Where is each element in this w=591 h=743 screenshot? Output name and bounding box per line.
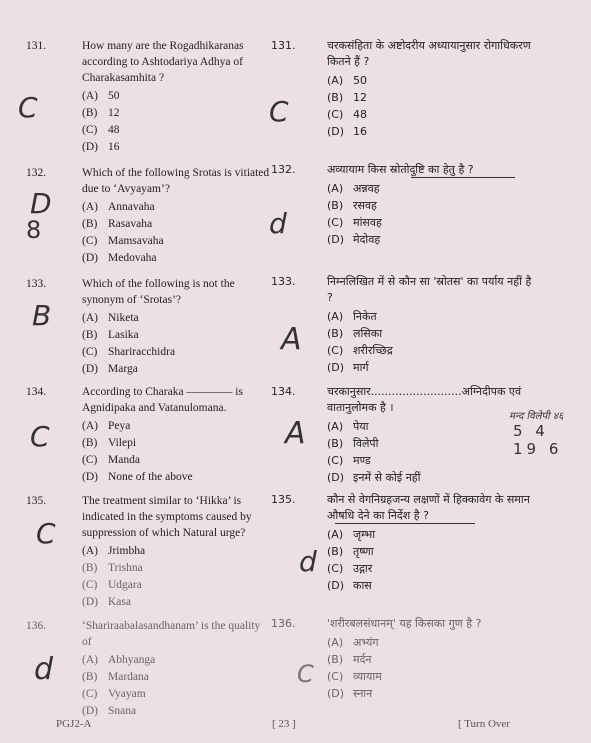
question-136-hi: 136. 'शरीरबलसंधानम्' यह किसका गुण है ? (A) अभ्यंग (B) मर्दन (C) व्यायाम (D) स्नान (299, 616, 535, 702)
option-c[interactable]: (C) शरीरच्छिद्र (327, 344, 393, 357)
option-c[interactable]: (C) Vyayam (82, 688, 146, 700)
option-b[interactable]: (B) मर्दन (327, 653, 372, 666)
option-a[interactable]: (A) जृम्भा (327, 528, 376, 541)
option-a[interactable]: (A) Peya (82, 420, 131, 432)
option-a[interactable]: (A) Jrimbha (82, 545, 146, 557)
handwritten-answer: d (299, 545, 317, 578)
option-b[interactable]: (B) 12 (82, 107, 120, 119)
option-c[interactable]: (C) मण्ड (327, 454, 371, 467)
handwritten-answer: A (281, 322, 302, 357)
option-a[interactable]: (A) निकेत (327, 310, 377, 323)
option-b[interactable]: (B) Lasika (82, 329, 139, 341)
question-135-en: 135. The treatment similar to ‘Hikka’ is indicated in the symptoms caused by suppression of which Natural urge? (A) Jrimbha (B) Trishna (C) Udgara (D) Kasa (54, 493, 272, 611)
option-b[interactable]: (B) Vilepi (82, 437, 137, 449)
option-c[interactable]: (C) Udgara (82, 579, 142, 591)
option-d[interactable]: (D) 16 (327, 125, 367, 138)
handwritten-answer: C (18, 91, 38, 124)
handwritten-underline (335, 523, 475, 524)
option-b[interactable]: (B) Rasavaha (82, 218, 153, 230)
handwritten-answer: B (32, 299, 52, 332)
question-132-hi: 132. अव्यायाम किस स्रोतोदुष्टि का हेतु है ? (A) अन्नवह (B) रसवह (C) मांसवह (D) मेदोवह (299, 162, 535, 248)
handwritten-digits: 5 4 19 6 (513, 422, 563, 458)
option-c[interactable]: (C) Shariracchidra (82, 346, 176, 358)
option-b[interactable]: (B) रसवह (327, 199, 377, 212)
option-d[interactable]: (D) मेदोवह (327, 233, 381, 246)
handwritten-note: मन्द विलेपी ४६ (509, 411, 564, 422)
option-d[interactable]: (D) स्नान (327, 687, 373, 700)
handwritten-answer: d (269, 207, 287, 240)
question-132-en: 132. Which of the following Srotas is vitiated due to ‘Avyayam’? (A) Annavaha (B) Rasavaha (C) Mamsavaha (D) Medovaha (54, 165, 272, 267)
option-c[interactable]: (C) 48 (82, 124, 120, 136)
handwritten-answer: D (30, 187, 52, 220)
turn-over: [ Turn Over (458, 718, 510, 730)
option-d[interactable]: (D) मार्ग (327, 361, 369, 374)
question-134-en: 134. According to Charaka ———— is Agnidipaka and Vatanulomana. (A) Peya (B) Vilepi (C) Manda (D) None of the above (54, 384, 272, 486)
option-a[interactable]: (A) 50 (82, 90, 120, 102)
option-c[interactable]: (C) मांसवह (327, 216, 382, 229)
question-133-en: 133. Which of the following is not the synonym of ‘Srotas’? (A) Niketa (B) Lasika (C) Shariracchidra (D) Marga (54, 276, 272, 378)
option-d[interactable]: (D) Marga (82, 363, 138, 375)
question-134-hi: 134. चरकानुसार..........................अग्निदीपक एवं वातानुलोमक है । (A) पेया (B) विलेपी (C) मण्ड (D) इनमें से कोई नहीं (299, 384, 535, 486)
option-a[interactable]: (A) अन्नवह (327, 182, 380, 195)
handwritten-answer: C (297, 660, 314, 688)
option-b[interactable]: (B) Mardana (82, 671, 149, 683)
question-133-hi: 133. निम्नलिखित में से कौन सा 'स्रोतस' का पर्याय नहीं है ? (A) निकेत (B) लसिका (C) शरीरच्छिद्र (D) मार्ग (299, 274, 535, 376)
handwritten-answer: C (36, 517, 56, 550)
option-a[interactable]: (A) पेया (327, 420, 369, 433)
option-d[interactable]: (D) कास (327, 579, 372, 592)
option-a[interactable]: (A) Niketa (82, 312, 139, 324)
paper-code: PGJ2-A (56, 718, 92, 730)
option-d[interactable]: (D) 16 (82, 141, 120, 153)
option-c[interactable]: (C) Mamsavaha (82, 235, 164, 247)
option-b[interactable]: (B) 12 (327, 91, 367, 104)
question-135-hi: 135. कौन से वेगनिग्रहजन्य लक्षणों में हिक्कावेग के समान औषधि देने का निर्देश है ? (A) जृम्भा (B) तृष्णा (C) उद्गार (D) कास (299, 492, 535, 594)
option-b[interactable]: (B) तृष्णा (327, 545, 374, 558)
option-d[interactable]: (D) Kasa (82, 596, 131, 608)
option-d[interactable]: (D) इनमें से कोई नहीं (327, 471, 421, 484)
option-c[interactable]: (C) Manda (82, 454, 140, 466)
handwritten-answer: A (285, 416, 306, 451)
option-a[interactable]: (A) अभ्यंग (327, 636, 379, 649)
handwritten-answer: d (34, 652, 54, 687)
option-d[interactable]: (D) None of the above (82, 471, 193, 483)
question-136-en: 136. ‘Shariraabalasandhanam’ is the quality of (A) Abhyanga (B) Mardana (C) Vyayam (D) Snana (54, 618, 272, 720)
scribble-mark: 8 (26, 216, 42, 244)
option-b[interactable]: (B) लसिका (327, 327, 383, 340)
option-c[interactable]: (C) व्यायाम (327, 670, 382, 683)
option-a[interactable]: (A) 50 (327, 74, 367, 87)
question-131-en: 131. How many are the Rogadhikaranas according to Ashtodariya Adhya of Charakasamhita ? (A) 50 (B) 12 (C) 48 (D) 16 (54, 38, 272, 156)
option-c[interactable]: (C) 48 (327, 108, 367, 121)
handwritten-answer: C (30, 420, 50, 453)
page-number: [ 23 ] (272, 718, 296, 730)
option-c[interactable]: (C) उद्गार (327, 562, 373, 575)
option-d[interactable]: (D) Medovaha (82, 252, 157, 264)
option-b[interactable]: (B) विलेपी (327, 437, 379, 450)
handwritten-underline (411, 177, 515, 178)
option-a[interactable]: (A) Abhyanga (82, 654, 156, 666)
option-d[interactable]: (D) Snana (82, 705, 137, 717)
option-a[interactable]: (A) Annavaha (82, 201, 155, 213)
question-131-hi: 131. चरकसंहिता के अष्टोदरीय अध्यायानुसार रोगाधिकरण कितने हैं ? (A) 50 (B) 12 (C) 48 (D) 16 (299, 38, 535, 140)
handwritten-answer: C (269, 95, 289, 128)
option-b[interactable]: (B) Trishna (82, 562, 143, 574)
